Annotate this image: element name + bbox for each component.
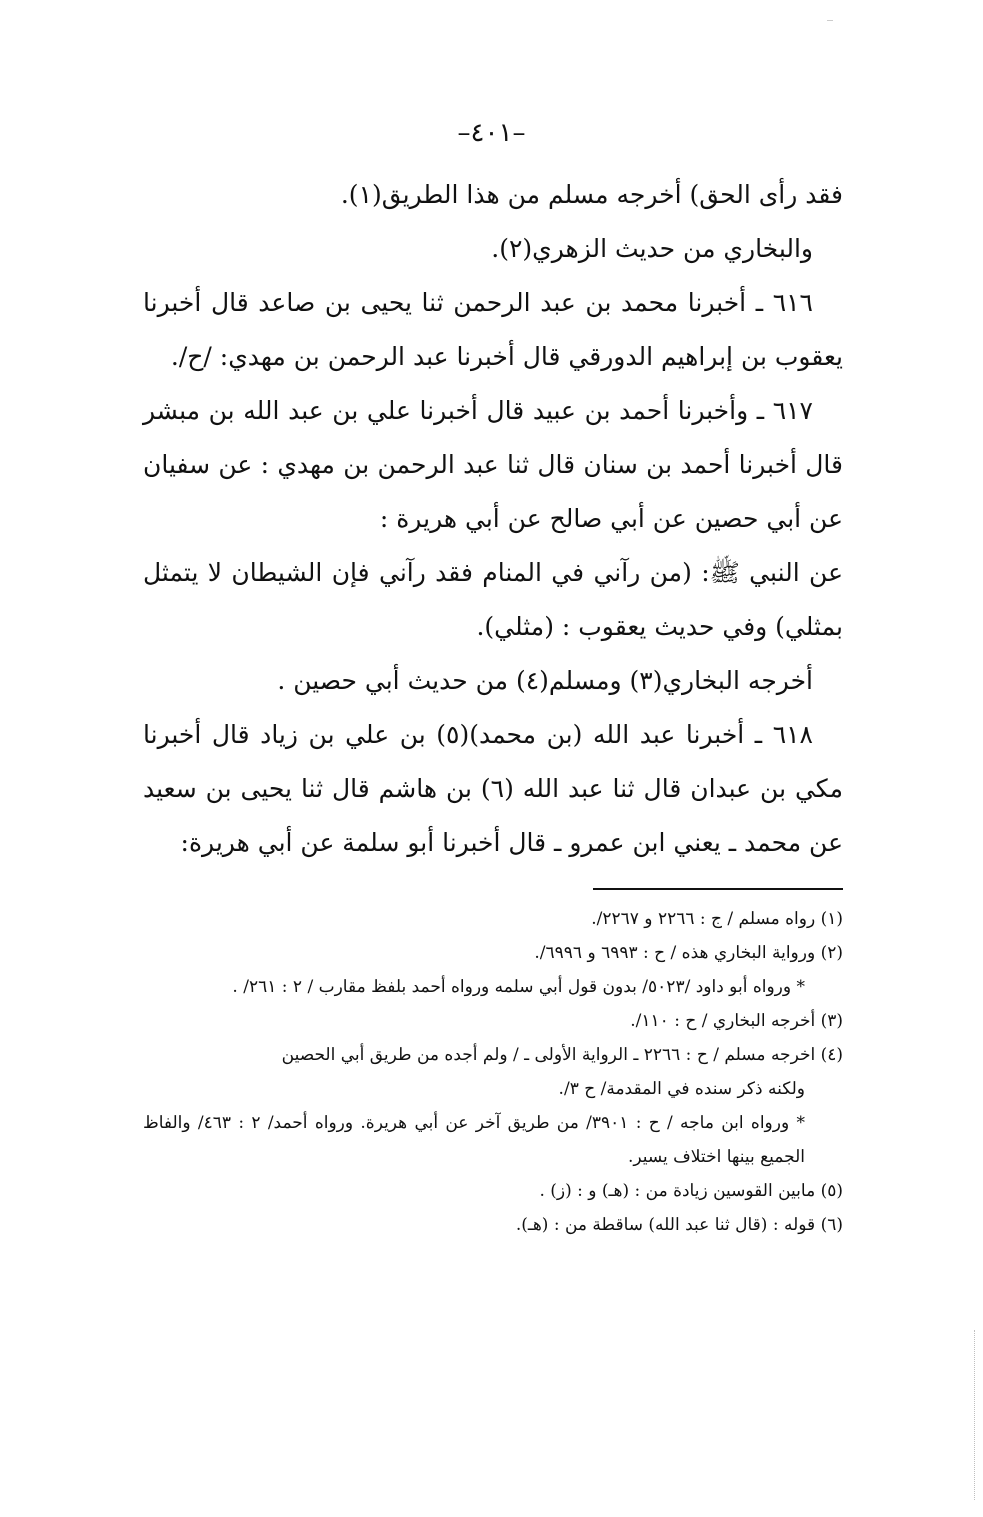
- footnotes: [143, 902, 843, 1242]
- footnote-3: (٣) أخرجه البخاري / ح : ١١٠/.: [630, 1011, 843, 1031]
- page-number: –٤٠١–: [457, 118, 526, 148]
- paragraph: والبخاري من حديث الزهري(٢).: [491, 234, 813, 263]
- footnote-4-note: * ورواه ابن ماجه / ح : ٣٩٠١/ من طريق آخر عن أبي هريرة. ورواه أحمد/ ٢ : ٤٦٣/ والفاظ الجميع بينها اختلاف يسير.: [143, 1113, 805, 1167]
- hadith-618: ٦١٨ ـ أخبرنا عبد الله (بن محمد)(٥) بن علي بن زياد قال أخبرنا مكي بن عبدان قال ثنا عبد الله (٦) بن هاشم قال ثنا يحيى بن سعيد عن محمد ـ يعني ابن عمرو ـ قال أخبرنا أبو سلمة عن أبي هريرة:: [143, 720, 843, 857]
- footnote-6: (٦) قوله : (قال ثنا عبد الله) ساقطة من : (هـ).: [515, 1215, 843, 1235]
- scan-mark: [827, 20, 833, 21]
- paragraph: فقد رأى الحق) أخرجه مسلم من هذا الطريق(١).: [340, 180, 843, 209]
- footnote-4: (٤) اخرجه مسلم / ح : ٢٢٦٦ ـ الرواية الأولى ـ / ولم أجده من طريق أبي الحصين: [281, 1045, 843, 1065]
- scan-edge: [973, 1330, 975, 1500]
- main-text: [143, 168, 843, 870]
- hadith-text: عن النبي ﷺ: (من رآني في المنام فقد رآني فإن الشيطان لا يتمثل بمثلي) وفي حديث يعقوب : (مثلي).: [143, 558, 843, 641]
- footnote-5: (٥) مابين القوسين زيادة من : (هـ) و : (ز) .: [539, 1181, 843, 1201]
- footnote-4-continued: ولكنه ذكر سنده في المقدمة/ ح ٣/.: [558, 1079, 805, 1099]
- hadith-617: ٦١٧ ـ وأخبرنا أحمد بن عبيد قال أخبرنا علي بن عبد الله بن مبشر قال أخبرنا أحمد بن سنان قال ثنا عبد الرحمن بن مهدي : عن سفيان عن أبي حصين عن أبي صالح عن أبي هريرة :: [143, 396, 843, 533]
- footnote-2-note: * ورواه أبو داود /٥٠٢٣/ بدون قول أبي سلمه ورواه أحمد بلفظ مقارب / ٢ : ٢٦١/ .: [232, 977, 805, 997]
- paragraph: أخرجه البخاري(٣) ومسلم(٤) من حديث أبي حصين .: [277, 666, 813, 695]
- footnote-1: (١) رواه مسلم / ج : ٢٢٦٦ و ٢٢٦٧/.: [591, 909, 843, 929]
- footnote-separator: [593, 888, 843, 890]
- footnote-2: (٢) ورواية البخاري هذه / ح : ٦٩٩٣ و ٦٩٩٦/.: [534, 943, 843, 963]
- hadith-616: ٦١٦ ـ أخبرنا محمد بن عبد الرحمن ثنا يحيى بن صاعد قال أخبرنا يعقوب بن إبراهيم الدورقي قال أخبرنا عبد الرحمن بن مهدي: /ح/.: [143, 288, 843, 371]
